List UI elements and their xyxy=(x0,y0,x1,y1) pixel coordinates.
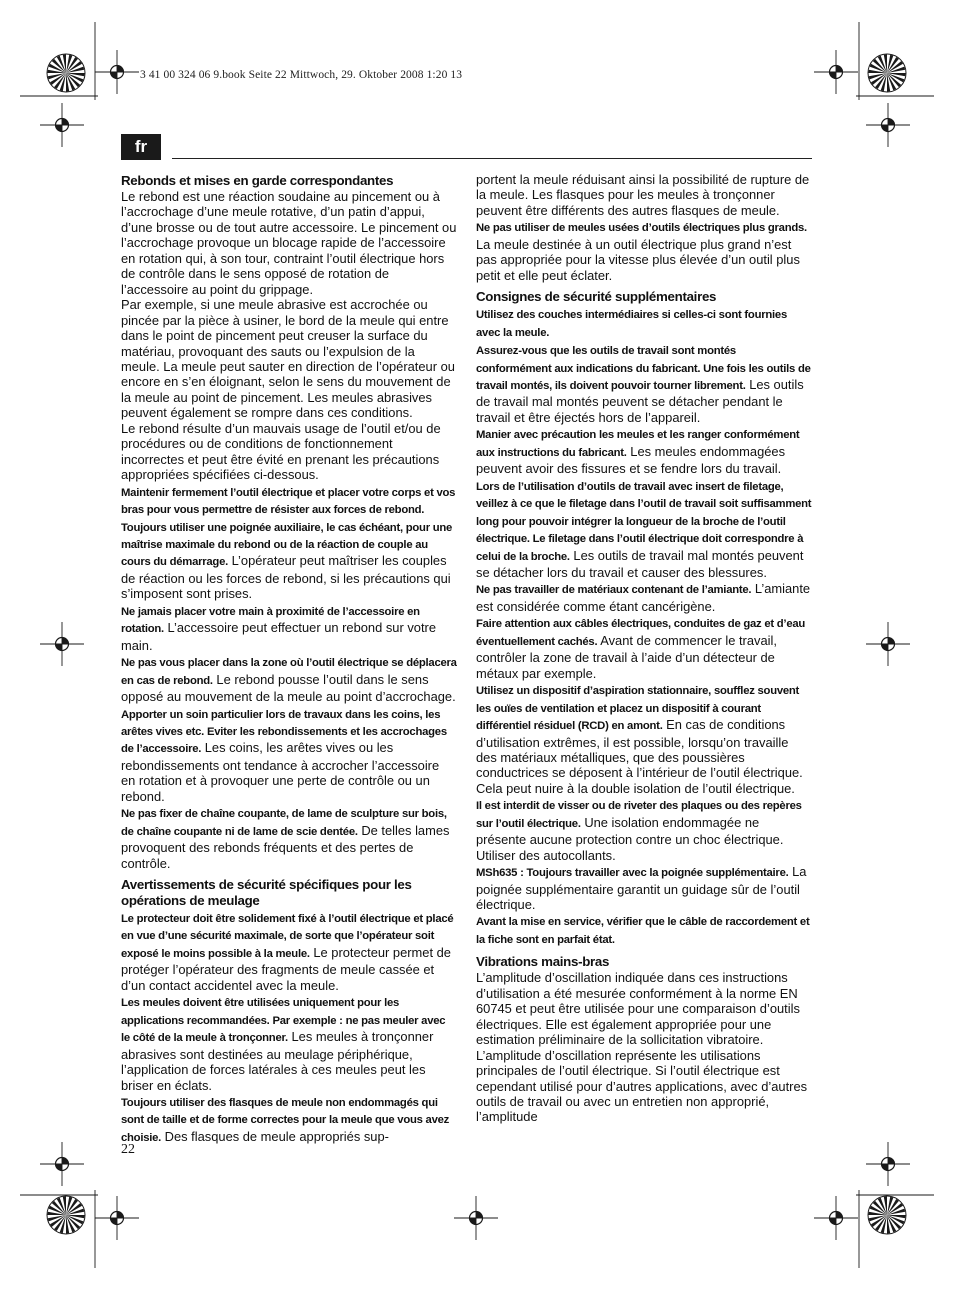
left-column xyxy=(121,173,457,1146)
paragraph xyxy=(476,306,812,341)
crosshair-registration-icon xyxy=(866,1142,910,1186)
paragraph xyxy=(476,426,812,476)
crosshair-registration-icon xyxy=(454,1196,498,1240)
bold-instruction: Ne pas travailler de matériaux contenant de l’amiante. xyxy=(476,584,752,597)
paragraph xyxy=(476,342,812,425)
paragraph xyxy=(476,864,812,912)
bold-instruction: Ne pas vous placer dans la zone où l’outil électrique se déplacera en cas de rebond. xyxy=(121,657,457,687)
bold-instruction: MSh635 : Toujours travailler avec la poignée supplémentaire. xyxy=(476,867,789,880)
bold-instruction: Avant la mise en service, vérifier que le câble de raccordement et la fiche sont en parfait état. xyxy=(476,916,810,946)
paragraph xyxy=(121,654,457,704)
right-column xyxy=(476,172,812,1125)
paragraph xyxy=(476,797,812,863)
bold-instruction: Les meules doivent être utilisées uniquement pour les applications recommandées. Par exemple : ne pas meuler avec le côté de la meule à tronçonner. xyxy=(121,997,446,1045)
bold-instruction: Maintenir fermement l’outil électrique et placer votre corps et vos bras pour vous permettre de résister aux forces de rebond. Toujours utiliser une poignée auxiliaire, le cas échéant, pour une maîtrise maximale du rebond ou de la réaction de couple au cours du démarrage. xyxy=(121,486,456,569)
bold-instruction: Assurez-vous que les outils de travail sont montés conformément aux indications du fabricant. Une fois les outils de travail montés, ils doivent pouvoir tourner librement. xyxy=(476,345,811,392)
paragraph xyxy=(476,913,812,948)
paragraph-text: La meule destinée à un outil électrique plus grand n’est pas appropriée pour la vitesse plus élevée d’un outil plus petit et elle peut éclater. xyxy=(476,236,800,283)
bold-instruction: Utilisez des couches intermédiaires si celles-ci sont fournies avec la meule. xyxy=(476,309,787,339)
paragraph-text: Une isolation endommagée ne présente aucune protection contre un choc électrique. Utiliser des autocollants. xyxy=(476,814,784,863)
crosshair-registration-icon xyxy=(866,103,910,147)
paragraph xyxy=(121,706,457,805)
paragraph xyxy=(476,581,812,614)
bold-instruction: Toujours utiliser des flasques de meule non endommagés qui sont de taille et de forme correctes pour la meule que vous avez choisie. xyxy=(121,1097,450,1144)
crosshair-registration-icon xyxy=(95,1196,139,1240)
bold-instruction: Ne pas utiliser de meules usées d’outils électriques plus grands. xyxy=(476,222,807,235)
page-number: 22 xyxy=(121,1142,135,1157)
language-badge: fr xyxy=(121,134,161,160)
heading-hand-arm-vibration: Vibrations mains-bras xyxy=(476,954,610,970)
paragraph-text: Les outils de travail mal montés peuvent se détacher lors du travail et causer des blessures. xyxy=(476,547,804,580)
paragraph-text: En cas de conditions d’utilisation extrêmes, il est possible, lorsqu’on travaille des matériaux métalliques, que des poussières conductrices se déposent à l’intérieur de l’outil électrique. Cela peut nuire à la double isolation de l’outil électrique. xyxy=(476,717,803,796)
paragraph: L’amplitude d’oscillation représente les utilisations principales de l’outil électrique. Si l’outil électrique est cependant utilisé pour d’autres applications, avec d’autres outils de travail ou avec un entretien non approprié, l’amplitude xyxy=(476,1047,808,1125)
paragraph-text: De telles lames provoquent des rebonds fréquents et des pertes de contrôle. xyxy=(121,822,450,871)
bold-instruction: Ne jamais placer votre main à proximité de l’accessoire en rotation. xyxy=(121,605,420,636)
paragraph-text: L’accessoire peut effectuer un rebond sur votre main. xyxy=(121,620,436,653)
crosshair-registration-icon xyxy=(866,622,910,666)
bold-instruction: Apporter un soin particulier lors de travaux dans les coins, les arêtes vives etc. Eviter les rebondissements et les accrochages de l’accessoire. xyxy=(121,708,447,756)
paragraph xyxy=(476,682,812,796)
book-header-line: 3 41 00 324 06 9.book Seite 22 Mittwoch, 29. Oktober 2008 1:20 13 xyxy=(140,69,463,81)
crosshair-registration-icon xyxy=(40,1142,84,1186)
paragraph xyxy=(121,603,457,653)
paragraph-text: Le protecteur permet de protéger l’opérateur des fragments de meule cassée et d’un contact accidentel avec la meule. xyxy=(121,944,451,993)
bold-instruction: Le protecteur doit être solidement fixé à l’outil électrique et placé en vue d’une sécurité maximale, de sorte que l’opérateur soit exposé le moins possible à la meule. xyxy=(121,913,454,960)
paragraph-text: L’opérateur peut maîtriser les couples de réaction ou les forces de rebond, si les précautions qui s’imposent sont prises. xyxy=(121,553,451,602)
paragraph-text: Le rebond pousse l’outil dans le sens opposé au mouvement de la meule au point d’accrochage. xyxy=(121,671,456,705)
paragraph xyxy=(121,805,457,871)
bold-instruction: Manier avec précaution les meules et les ranger conformément aux instructions du fabricant. xyxy=(476,429,800,459)
bold-instruction: Utilisez un dispositif d’aspiration stationnaire, soufflez souvent les ouïes de ventilation et placez un dispositif à courant différentiel résiduel (RCD) en amont. xyxy=(476,685,800,733)
paragraph xyxy=(121,484,457,602)
paragraph: Le rebond résulte d’un mauvais usage de l’outil et/ou de procédures ou de conditions de fonctionnement incorrectes et peut être évité en prenant les précautions appropriées spécifiées ci-dessous. xyxy=(121,420,441,483)
starburst-registration-icon xyxy=(868,1196,906,1234)
starburst-registration-icon xyxy=(47,1196,85,1234)
crosshair-registration-icon xyxy=(814,50,858,94)
paragraph-text: Les coins, les arêtes vives ou les rebondissements ont tendance à accrocher l’accessoire en rotation et à provoquer une perte de contrôle ou un rebond. xyxy=(121,740,440,804)
paragraph-text: Des flasques de meule appropriés sup- xyxy=(161,1128,389,1144)
bold-instruction: Il est interdit de visser ou de riveter des plaques ou des repères sur l’outil électrique. xyxy=(476,800,802,830)
bold-instruction: Lors de l’utilisation d’outils de travail avec insert de filetage, veillez à ce que le filetage dans l’outil de travail soit suffisamment long pour pouvoir intégrer la longueur de la broche de l’outil électrique. Le filetage dans l’outil électrique doit correspondre à celui de la broche. xyxy=(476,480,812,563)
bold-instruction: Faire attention aux câbles électriques, conduites de gaz et d’eau éventuellement cachés. xyxy=(476,618,806,648)
paragraph: L’amplitude d’oscillation indiquée dans ces instructions d’utilisation a été mesurée conformément à la norme EN 60745 et peut être utilisée pour une comparaison d’outils électriques. Elle est également appropriée pour une estimation préliminaire de la sollicitation vibratoire. xyxy=(476,970,800,1048)
starburst-registration-icon xyxy=(868,54,906,92)
paragraph: Le rebond est une réaction soudaine au pincement ou à l’accrochage d’une meule rotative, d’un patin d’appui, d’une brosse ou de tout autre accessoire. Le pincement ou l’accrochage provoque un blocage rapide de l’accessoire en rotation qui, à son tour, contraint l’outil électrique hors de contrôle dans le sens opposé de rotation de l’accessoire au point du grippage. xyxy=(121,189,457,297)
paragraph-text: L’amiante est considérée comme étant cancérigène. xyxy=(476,581,811,614)
paragraph xyxy=(476,615,812,681)
paragraph xyxy=(121,910,457,993)
header-rule xyxy=(172,158,812,159)
heading-kickback: Rebonds et mises en garde correspondantes xyxy=(121,173,394,188)
paragraph-text: Les meules endommagées peuvent avoir des fissures et se fendre lors du travail. xyxy=(476,443,786,477)
heading-grinding-warnings: Avertissements de sécurité spécifiques pour les opérations de meulage xyxy=(121,877,412,909)
paragraph-text: Avant de commencer le travail, contrôler la zone de travail à l’aide d’un détecteur de métaux par exemple. xyxy=(476,632,777,681)
paragraph xyxy=(121,994,457,1093)
paragraph: Par exemple, si une meule abrasive est accrochée ou pincée par la pièce à usiner, le bord de la meule qui entre dans le point de pincement peut creuser la surface du matériau, provoquant des sauts ou l’expulsion de la meule. La meule peut sauter en direction de l’opérateur ou encore en s’en éloignant, selon le sens du mouvement de la meule au point de pincement. Les meules abrasives peuvent également se rompre dans ces conditions. xyxy=(121,297,455,421)
paragraph-text: Les outils de travail mal montés peuvent se détacher pendant le travail et être éjectés hors de l’appareil. xyxy=(476,376,804,425)
paragraph xyxy=(476,478,812,581)
crosshair-registration-icon xyxy=(40,103,84,147)
paragraph-text: La poignée supplémentaire garantit un guidage sûr de l’outil électrique. xyxy=(476,864,807,913)
paragraph xyxy=(476,219,812,283)
paragraph-text: Les meules à tronçonner abrasives sont destinées au meulage périphérique, l’application de forces latérales à ces meules peut les briser en éclats. xyxy=(121,1029,434,1093)
heading-additional-safety: Consignes de sécurité supplémentaires xyxy=(476,289,717,305)
crosshair-registration-icon xyxy=(40,622,84,666)
paragraph xyxy=(121,1094,457,1146)
paragraph: portent la meule réduisant ainsi la possibilité de rupture de la meule. Les flasques pour les meules à tronçonner peuvent être différents des autres flasques de meule. xyxy=(476,172,810,218)
crosshair-registration-icon xyxy=(814,1196,858,1240)
bold-instruction: Ne pas fixer de chaîne coupante, de lame de sculpture sur bois, de chaîne coupante ni de lame de scie dentée. xyxy=(121,808,447,838)
crosshair-registration-icon xyxy=(95,50,139,94)
starburst-registration-icon xyxy=(47,54,85,92)
